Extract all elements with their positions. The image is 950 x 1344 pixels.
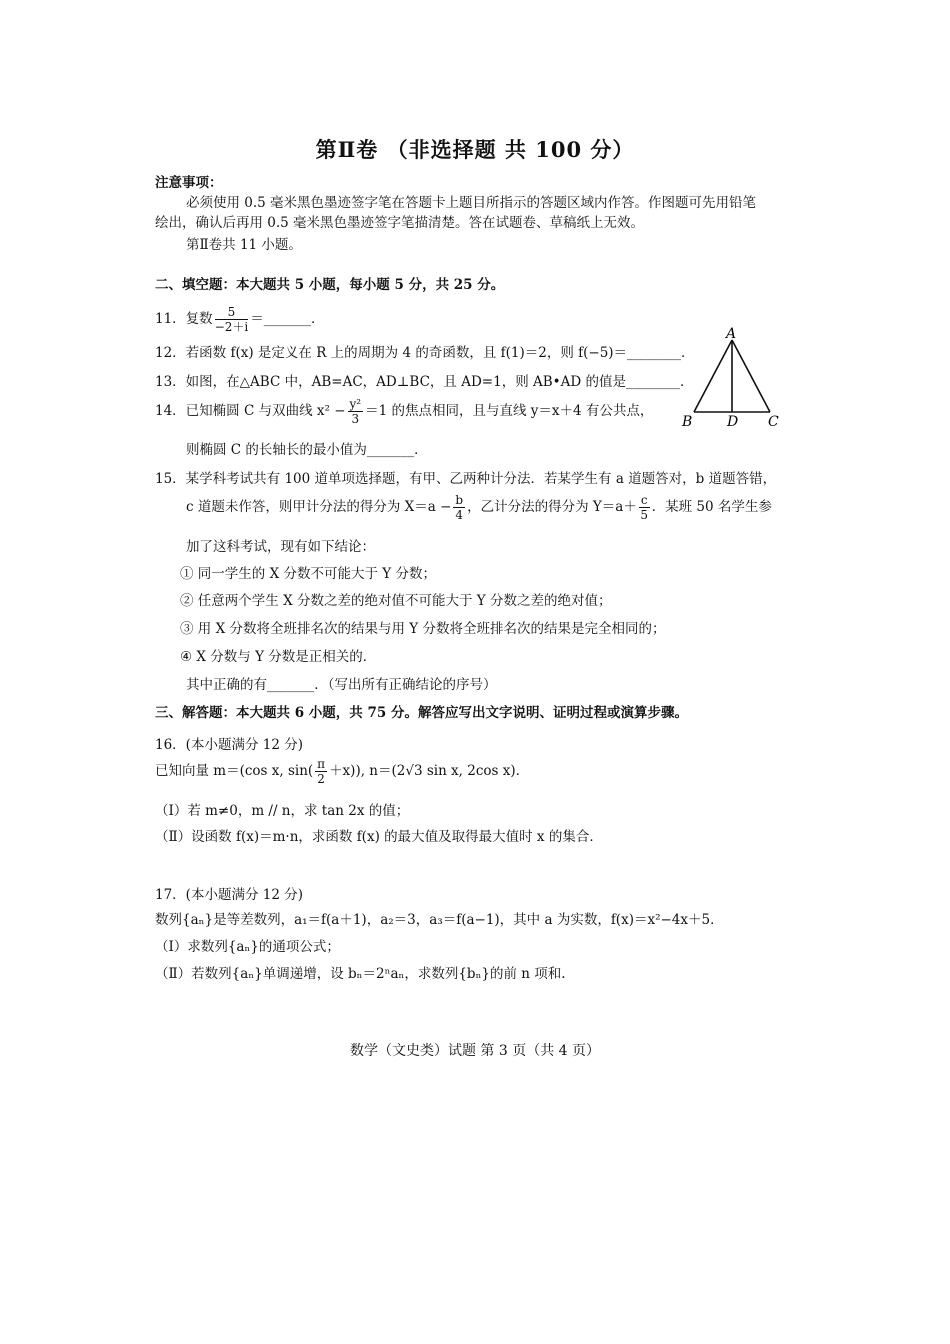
- conclusion-3: ③ 用 X 分数将全班排名次的结果与用 Y 分数将全班排名次的结果是完全相同的；: [180, 621, 666, 637]
- label-b: B: [682, 414, 693, 430]
- side-ac: [732, 340, 770, 412]
- notice-line-3: 第Ⅱ卷共 11 小题。: [186, 237, 302, 253]
- fraction: $\frac{b}{4}$: [455, 493, 464, 522]
- notice-heading: 注意事项：: [155, 175, 223, 191]
- triangle-figure: [676, 326, 786, 432]
- question-16-part-2: （Ⅱ）设函数 f(x)＝m·n，求函数 f(x) 的最大值及取得最大值时 x 的集合．: [155, 829, 603, 845]
- question-16-given: 已知向量 m＝(cos x, sin( $\frac{\pi}{2}$ ＋x)), n＝(2√3 sin x, 2cos x)．: [155, 757, 530, 786]
- conclusion-4: ④ X 分数与 Y 分数是正相关的．: [180, 649, 377, 665]
- question-17-part-1: （Ⅰ）求数列{aₙ}的通项公式；: [155, 939, 340, 955]
- section-2-heading: 二、填空题：本大题共 5 小题，每小题 5 分，共 25 分。: [155, 277, 505, 293]
- question-14-line-2: 则椭圆 C 的长轴长的最小值为_______．: [186, 442, 428, 458]
- question-15-line-3: 加了这科考试，现有如下结论：: [186, 539, 375, 555]
- side-ab: [694, 340, 732, 412]
- question-15-line-2: c 道题未作答，则甲计分法的得分为 X＝a − $\frac{b}{4}$ ，乙计分法的得分为 Y＝a＋ $\frac{c}{5}$ ．某班 50 名学生参: [186, 493, 772, 522]
- conclusion-1: ① 同一学生的 X 分数不可能大于 Y 分数；: [180, 566, 436, 582]
- question-17-part-2: （Ⅱ）若数列{aₙ}单调递增，设 bₙ＝2ⁿaₙ，求数列{bₙ}的前 n 项和.: [155, 966, 566, 982]
- fraction: $\frac{c}{5}$: [640, 493, 649, 522]
- question-17-heading: 17．(本小题满分 12 分): [155, 887, 303, 903]
- page-title: 第Ⅱ卷 （非选择题 共 100 分）: [315, 137, 635, 162]
- notice-line-2: 绘出，确认后再用 0.5 毫米黑色墨迹签字笔描清楚。答在试题卷、草稿纸上无效。: [155, 215, 645, 231]
- section-3-heading: 三、解答题：本大题共 6 小题，共 75 分。解答应写出文字说明、证明过程或演算步骤。: [155, 705, 688, 721]
- label-c: C: [768, 414, 779, 430]
- label-a: A: [726, 326, 737, 342]
- question-12: 12．若函数 f(x) 是定义在 R 上的周期为 4 的奇函数，且 f(1)＝2，则 f(−5)＝________．: [155, 345, 695, 361]
- conclusion-2: ② 任意两个学生 X 分数之差的绝对值不可能大于 Y 分数之差的绝对值；: [180, 593, 612, 609]
- question-16-heading: 16．(本小题满分 12 分): [155, 737, 303, 753]
- page-footer: 数学（文史类）试题 第 3 页（共 4 页）: [349, 1043, 601, 1059]
- fraction: $\frac{\text{y²}}{3}$: [349, 397, 362, 426]
- notice-line-1: 必须使用 0.5 毫米黑色墨迹签字笔在答题卡上题目所指示的答题区域内作答。作图题可先用铅笔: [186, 195, 757, 211]
- fraction: $\frac{5}{-2+i}$: [214, 305, 249, 334]
- question-15-answer: 其中正确的有_______．（写出所有正确结论的序号）: [186, 677, 497, 693]
- question-15-line-1: 15．某学科考试共有 100 道单项选择题，有甲、乙两种计分法．若某学生有 a 道题答对，b 道题答错，: [155, 471, 777, 487]
- fraction: $\frac{\pi}{2}$: [317, 757, 326, 786]
- question-13: 13．如图，在△ABC 中，AB=AC，AD⊥BC，且 AD=1，则 AB•AD 的值是________．: [155, 374, 694, 390]
- question-16-part-1: （Ⅰ）若 m≠0，m // n，求 tan 2x 的值；: [155, 803, 410, 819]
- question-11: 11．复数 $\frac{5}{-2+i}$ ＝_______．: [155, 305, 325, 334]
- question-17-given: 数列{aₙ}是等差数列，a₁＝f(a＋1)，a₂＝3，a₃＝f(a−1)，其中 a 为实数，f(x)＝x²−4x＋5．: [155, 912, 724, 928]
- label-d: D: [727, 414, 739, 430]
- question-14: 14．已知椭圆 C 与双曲线 x² − $\frac{\text{y²}}{3}$ ＝1 的焦点相同，且与直线 y＝x＋4 有公共点，: [155, 397, 654, 426]
